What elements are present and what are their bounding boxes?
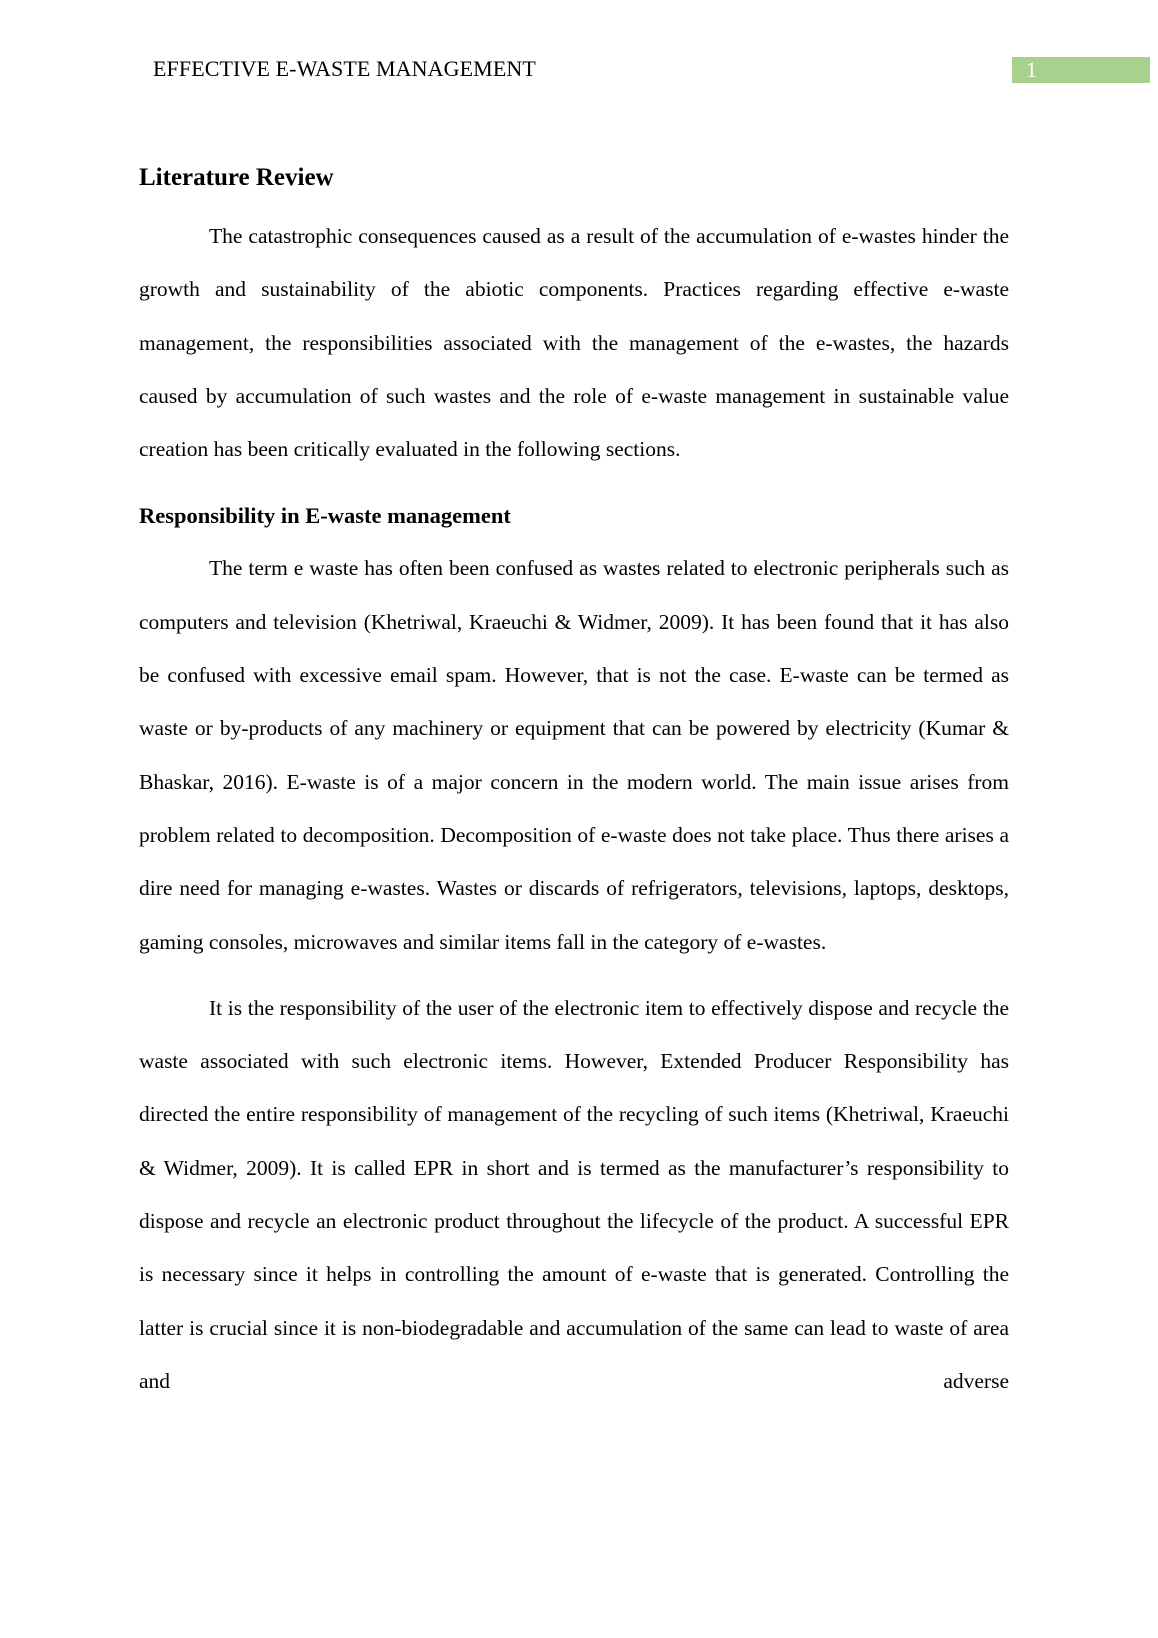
literature-review-heading: Literature Review	[139, 164, 334, 191]
page-number-box	[1012, 57, 1150, 83]
document-body	[139, 156, 1009, 1408]
responsibility-paragraph-2: It is the responsibility of the user of the electronic item to effectively dispose and recycle the waste associated with such electronic items. However, Extended Producer Responsibility has directed the entire responsibility of management of the recycling of such items (Khetriwal, Kraeuchi & Widmer, 2009). It is called EPR in short and is termed as the manufacturer’s responsibility to dispose and recycle an electronic product throughout the lifecycle of the product. A successful EPR is necessary since it helps in controlling the amount of e-waste that is generated. Controlling the latter is crucial since it is non-biodegradable and accumulation of the same can lead to waste of area and adverse	[139, 995, 1009, 1393]
responsibility-heading: Responsibility in E-waste management	[139, 503, 511, 529]
page-number: 1	[1026, 57, 1037, 82]
running-head: EFFECTIVE E-WASTE MANAGEMENT	[153, 56, 536, 81]
literature-review-paragraph: The catastrophic consequences caused as a result of the accumulation of e-wastes hinder the growth and sustainability of the abiotic components. Practices regarding effective e-waste management, the responsibilities associated with the management of the e-wastes, the hazards caused by accumulation of such wastes and the role of e-waste management in sustainable value creation has been critically evaluated in the following sections.	[139, 224, 1009, 462]
responsibility-paragraph-1: The term e waste has often been confused as wastes related to electronic peripherals such as computers and television (Khetriwal, Kraeuchi & Widmer, 2009). It has been found that it has also be confused with excessive email spam. However, that is not the case. E-waste can be termed as waste or by-products of any machinery or equipment that can be powered by electricity (Kumar & Bhaskar, 2016). E-waste is of a major concern in the modern world. The main issue arises from problem related to decomposition. Decomposition of e-waste does not take place. Thus there arises a dire need for managing e-wastes. Wastes or discards of refrigerators, televisions, laptops, desktops, gaming consoles, microwaves and similar items fall in the category of e-wastes.	[139, 556, 1009, 954]
